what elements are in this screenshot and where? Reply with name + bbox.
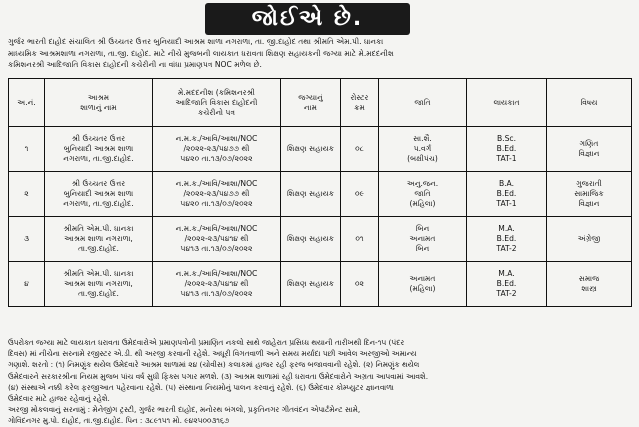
cell-line: TAT-2 (496, 289, 517, 298)
cell-line: વિજ્ઞાન (578, 199, 600, 208)
cell-line: કચેરીનો પત્ર (197, 107, 236, 117)
cell-line: અ.નં. (17, 97, 36, 107)
cell-line: /૨૦૨૨-૨૩/૫૪૧૪ થી (184, 279, 249, 288)
header-roster (341, 79, 379, 127)
cell-serial: ૧ (9, 127, 45, 172)
cell-line: ગુજરાતી (576, 179, 602, 188)
header-school (45, 79, 153, 127)
cell-school (45, 217, 153, 262)
cell-line: સમાજ (578, 274, 600, 283)
cell-line: ક્રમ (354, 102, 365, 112)
cell-line: અંગ્રેજી (577, 234, 601, 243)
cell-line: ૫૪૧૩ તા.૧૩/૦૭/૨૦૨૨ (180, 244, 253, 253)
cell-line: અનુ.જન. (406, 179, 439, 188)
header-subject (547, 79, 632, 127)
cell-line: (બક્ષીપંચ) (407, 154, 438, 163)
cell-line: જાતિ (414, 97, 431, 107)
cell-roster: ૦૯ (341, 172, 379, 217)
cell-line: B.Sc. (496, 134, 517, 143)
cell-serial: ૪ (9, 262, 45, 307)
cell-subject (547, 127, 632, 172)
cell-line: જગ્યાનું (298, 92, 323, 102)
cell-line: ન.મ.ક./આવિ/આશા/NOC (175, 134, 258, 143)
cell-line: આશ્રમ શાળા નગરાળા, (64, 279, 133, 288)
cell-letter (153, 217, 281, 262)
table-row (9, 172, 632, 217)
intro-line: માધ્યમિક આશ્રમશાળા નગરાળા, તા.જી. દાહોદ. માટે નીચે મુજબની લાયકાત ધરાવતા શિક્ષણ સહાયકની જગ્યા માટે મે.મદદનીશ (8, 48, 394, 58)
intro-line: ગુર્જર ભારતી દાહોદ સંચાલિત શ્રી ઉચ્ચતર ઉત્તર બુનિયાદી આશ્રમ શાળા નગરાળા, તા. જી.દાહોદ તથા શ્રીમતિ એમ.પી. ધાનકા (8, 37, 384, 46)
cell-line: સામાજિક (574, 189, 604, 198)
footer-address-line: ગોવિંદનગર મુ.પો. દાહોદ, તા.જી.દાહોદ. પિન : ૩૮૯૧૫૧ મો. ૯૪૨૫૦૦૩૧૬૭ (8, 416, 230, 426)
cell-line: B.Ed. (496, 189, 517, 198)
cell-line: આદિજાતિ વિકાસ દાહોદની (175, 97, 258, 107)
cell-line: અનામત (409, 234, 436, 243)
cell-line: બિન (415, 244, 430, 253)
cell-line: નગરાળા, તા.જી.દાહોદ. (63, 154, 134, 163)
cell-line: /૨૦૨૨-૨૩/૫૪૭૭ થી (183, 144, 250, 153)
cell-line: આશ્રમ શાળા નગરાળા, (64, 234, 133, 243)
table-row (9, 262, 632, 307)
cell-line: શ્રી ઉચ્ચતર ઉત્તર (71, 179, 126, 188)
cell-line: TAT-1 (496, 199, 517, 208)
footer-line: (૪) સંસ્થાએ નક્કી કરેલ ફરજીઆત પહેરવાના રહેશે. (૫) સંસ્થાના નિયમોનું પાલન કરવાનું રહેશે. (૬) ઉમેદવાર કોમ્પ્યુટર જ્ઞાનવાળા (8, 382, 394, 392)
header-serial (9, 79, 45, 127)
footer-address-line: અરજી મોકલવાનું સરનામું : મેનેજીંગ ટ્રસ્ટી, ગુર્જર ભારતી દાહોદ, મનોરથ બંગલો, પ્રકૃતિનગર ગીતવંદન એપાર્ટમેન્ટ સામે, (8, 405, 361, 415)
cell-roster: ૦૮ (341, 127, 379, 172)
cell-line: અનામત (409, 274, 436, 283)
cell-line: નગરાળા, તા.જી.દાહોદ. (63, 199, 134, 208)
header-letter (153, 79, 281, 127)
cell-line: /૨૦૨૨-૨૩/૫૪૧૪ થી (184, 234, 249, 243)
cell-post: શિક્ષણ સહાયક (281, 172, 341, 217)
cell-line: M.A. (498, 224, 515, 233)
cell-qualification (467, 172, 547, 217)
cell-line: શાસ્ત્ર (581, 284, 597, 293)
cell-line: B.Ed. (496, 279, 517, 288)
table-row (9, 217, 632, 262)
footer-line: ગણાશે. શરતો : (૧) નિમણુંક થયેલ ઉમેદવારે આશ્રમ શાળામાં ૨૪ (ચોવીસ) કલાકમાં હાજર રહી ફરજ બજાવવાની રહેશે. (૨) નિમણુંક થયેલ (8, 360, 420, 370)
header-caste (379, 79, 467, 127)
cell-line: બિન (415, 224, 430, 233)
cell-school (45, 262, 153, 307)
cell-line: ન.મ.ક./આવિ/આશા/NOC (175, 179, 258, 188)
table-row (9, 127, 632, 172)
cell-line: સા.શૈ. (413, 134, 432, 143)
cell-line: ગણિત (579, 139, 599, 148)
cell-line: બુનિયાદી આશ્રમ શાળા (63, 144, 134, 153)
cell-line: (મહિલા) (409, 199, 436, 208)
cell-line: જાતિ (414, 189, 431, 198)
vacancy-table (8, 78, 632, 307)
footer-line: ઉમેદવારને સરકારશ્રીના નિયમ મુજબ પાંચ વર્ષ સુધી ફિક્સ પગાર મળશે. (૩) આશ્રમ શાળામાં રહી ધરાવતા ઉમેદવારોને અગ્રતા આપવામાં આવશે. (8, 371, 429, 381)
cell-line: TAT-2 (496, 244, 517, 253)
cell-roster: ૦૨ (341, 262, 379, 307)
cell-line: તા.જી.દાહોદ. (78, 244, 119, 253)
cell-roster: ૦૧ (341, 217, 379, 262)
cell-subject (547, 262, 632, 307)
cell-post: શિક્ષણ સહાયક (281, 217, 341, 262)
cell-serial: ૨ (9, 172, 45, 217)
cell-qualification (467, 217, 547, 262)
cell-line: શ્રીમતિ એમ.પી. ધાનકા (63, 269, 134, 278)
cell-line: શ્રી ઉચ્ચતર ઉત્તર (71, 134, 126, 143)
cell-line: પ.વર્ગ (413, 144, 432, 153)
cell-subject (547, 172, 632, 217)
cell-line: આશ્રમ (87, 92, 110, 102)
cell-caste (379, 217, 467, 262)
cell-post: શિક્ષણ સહાયક (281, 127, 341, 172)
table-header-row (9, 79, 632, 127)
cell-line: નામ (304, 102, 317, 112)
cell-subject (547, 217, 632, 262)
header-post (281, 79, 341, 127)
header-qualification (467, 79, 547, 127)
cell-letter (153, 262, 281, 307)
cell-serial: ૩ (9, 217, 45, 262)
footer-line: ઉમેદવાર માટે હાજર રહેવાનું રહેશે. (8, 394, 110, 404)
cell-line: M.A. (498, 269, 515, 278)
cell-line: ૫૪૨૦ તા.૧૩/૦૭/૨૦૨૨ (180, 154, 253, 163)
cell-line: વિજ્ઞાન (578, 149, 600, 158)
cell-line: ન.મ.ક./આવિ/આશા/NOC (175, 224, 258, 233)
cell-line: /૨૦૨૨-૨૩/૫૪૭૭ થી (183, 189, 250, 198)
cell-school (45, 172, 153, 217)
cell-line: ૫૪૧૩ તા.૧૩/૦૭/૨૦૨૨ (180, 289, 253, 298)
cell-school (45, 127, 153, 172)
footer-line: ઉપરોક્ત જગ્યા માટે લાયકાત ધરાવતા ઉમેદવારોએ પ્રમાણપત્રોની પ્રમાણિત નકલો સાથે જાહેરાત પ્રસિધ્ધ થયાની તારીખથી દિન-૧૫ (પંદર (8, 338, 405, 347)
cell-caste (379, 127, 467, 172)
cell-qualification (467, 127, 547, 172)
footer-line: દિવસ) માં નીચેના સરનામે રજીસ્ટર એ.ડી. થી અરજી કરવાની રહેશે. અધૂરી વિગતવાળી અને સમય મર્યાદા પછી આવેલ અરજીઓ અમાન્ય (8, 349, 417, 359)
cell-line: B.Ed. (496, 234, 517, 243)
cell-line: TAT-1 (496, 154, 517, 163)
cell-line: લાયકાત (493, 97, 520, 107)
cell-qualification (467, 262, 547, 307)
cell-post: શિક્ષણ સહાયક (281, 262, 341, 307)
intro-paragraph (8, 36, 631, 71)
cell-line: મે.મદદનીશ (કમિશનરશ્રી (178, 87, 255, 97)
intro-line: કમિશનરશ્રી આદિજાતિ વિકાસ દાહોદની કચેરીની ના વાંધા પ્રમાણપત્ર NOC મળેલ છે. (8, 60, 262, 69)
banner-title: જોઈએ છે. (205, 3, 410, 35)
cell-line: શ્રીમતિ એમ.પી. ધાનકા (63, 224, 134, 233)
cell-letter (153, 172, 281, 217)
cell-line: શાળાનું નામ (80, 102, 117, 112)
cell-line: ૫૪૨૦ તા.૧૩/૦૭/૨૦૨૨ (180, 199, 253, 208)
cell-line: ન.મ.ક./આવિ/આશા/NOC (175, 269, 258, 278)
footer-paragraph (8, 337, 631, 427)
cell-line: રોસ્ટર (350, 92, 369, 102)
cell-line: (મહિલા) (409, 284, 436, 293)
cell-caste (379, 172, 467, 217)
cell-line: તા.જી.દાહોદ. (78, 289, 119, 298)
cell-line: B.Ed. (496, 144, 517, 153)
cell-caste (379, 262, 467, 307)
cell-letter (153, 127, 281, 172)
cell-line: B.A. (498, 179, 515, 188)
cell-line: વિષય (580, 97, 598, 107)
cell-line: બુનિયાદી આશ્રમ શાળા (63, 189, 134, 198)
